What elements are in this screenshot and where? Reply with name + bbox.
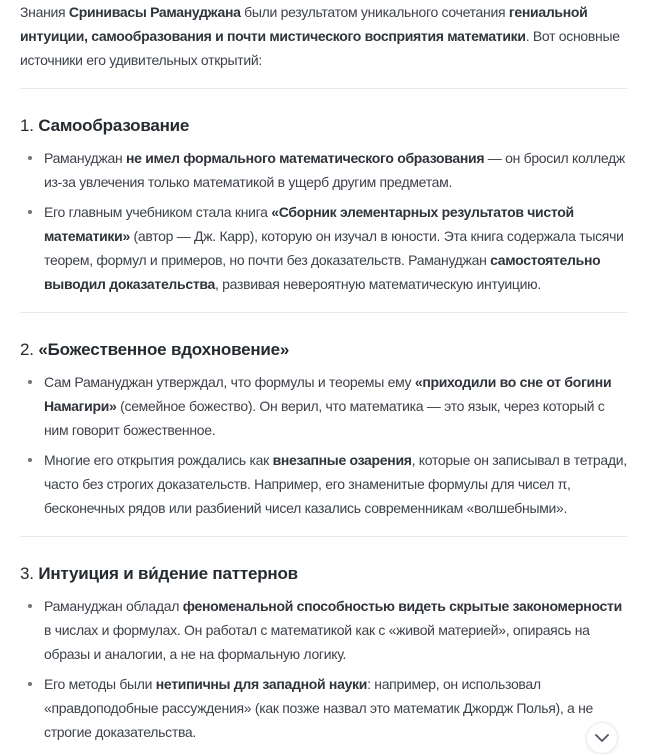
list-item bbox=[20, 672, 627, 744]
text-segment: , которые он записывал в тетради, часто без строгих доказательств. Например, его знаменитые формулы для чисел π, бесконечных рядов или разбиений чисел казались современникам «волшебными». bbox=[44, 452, 627, 516]
section-heading bbox=[20, 337, 627, 363]
text-segment: в числах и формулах. Он работал с математикой как с «живой материей», опираясь на образы и аналогии, а не на формальную логику. bbox=[44, 622, 590, 662]
text-segment: Рамануджан обладал bbox=[44, 598, 183, 614]
bold-text-segment: «приходили во сне от богини Намагири» bbox=[44, 374, 612, 414]
text-segment: Его главным учебником стала книга bbox=[44, 204, 272, 220]
text-segment: Его методы были bbox=[44, 676, 156, 692]
section-title: «Божественное вдохновение» bbox=[38, 340, 290, 359]
bold-text-segment: самостоятельно выводил доказательства bbox=[44, 252, 601, 292]
bullet-list bbox=[20, 370, 627, 520]
text-segment: (автор — Дж. Карр), которую он изучал в юности. Эта книга содержала тысячи теорем, формул и примеров, но почти без доказательств. Рамануджан bbox=[44, 228, 624, 268]
text-segment: . Вот основные источники его удивительных открытий: bbox=[20, 28, 620, 68]
section-divider bbox=[20, 312, 627, 313]
bold-text-segment: не имел формального математического образования bbox=[125, 150, 485, 166]
list-item bbox=[20, 146, 627, 194]
list-item bbox=[20, 448, 627, 520]
bold-text-segment: феноменальной способностью видеть скрытые закономерности bbox=[182, 598, 622, 614]
scroll-to-bottom-button[interactable] bbox=[586, 722, 618, 754]
bold-text-segment: Сринивасы Рамануджана bbox=[68, 4, 241, 20]
text-segment: Знания bbox=[20, 4, 69, 20]
bold-text-segment: гениальной интуиции, самообразования и почти мистического восприятия математики bbox=[20, 4, 588, 44]
intro-paragraph bbox=[20, 0, 627, 72]
list-item bbox=[20, 594, 627, 666]
section-number: 1. bbox=[20, 116, 34, 135]
text-segment: были результатом уникального сочетания bbox=[240, 4, 509, 20]
section-title: Интуиция и ви́дение паттернов bbox=[38, 564, 298, 583]
text-segment: Многие его открытия рождались как bbox=[44, 452, 273, 468]
text-segment: Сам Рамануджан утверждал, что формулы и теоремы ему bbox=[44, 374, 415, 390]
bullet-list bbox=[20, 594, 627, 744]
section-heading bbox=[20, 561, 627, 587]
bullet-list bbox=[20, 146, 627, 296]
list-item bbox=[20, 200, 627, 296]
text-segment: , развивая невероятную математическую интуицию. bbox=[214, 276, 541, 292]
list-item bbox=[20, 370, 627, 442]
bold-text-segment: нетипичны для западной науки bbox=[155, 676, 368, 692]
text-segment: Рамануджан bbox=[44, 150, 126, 166]
sections-container bbox=[20, 88, 627, 744]
section-divider bbox=[20, 88, 627, 89]
text-segment: — он бросил колледж из-за увлечения только математикой в ущерб другим предметам. bbox=[44, 150, 625, 190]
chevron-down-icon bbox=[595, 734, 609, 742]
section-divider bbox=[20, 536, 627, 537]
bold-text-segment: внезапные озарения bbox=[272, 452, 412, 468]
section-title: Самообразование bbox=[38, 116, 190, 135]
text-segment: : например, он использовал «правдоподобные рассуждения» (как позже назвал это математик Джордж Полья), а не строгие доказательства. bbox=[44, 676, 594, 740]
bold-text-segment: «Сборник элементарных результатов чистой математики» bbox=[44, 204, 574, 244]
section-number: 2. bbox=[20, 340, 34, 359]
section-heading bbox=[20, 113, 627, 139]
text-segment: (семейное божество). Он верил, что математика — это язык, через который с ним говорит божественное. bbox=[44, 398, 605, 438]
section-number: 3. bbox=[20, 564, 34, 583]
